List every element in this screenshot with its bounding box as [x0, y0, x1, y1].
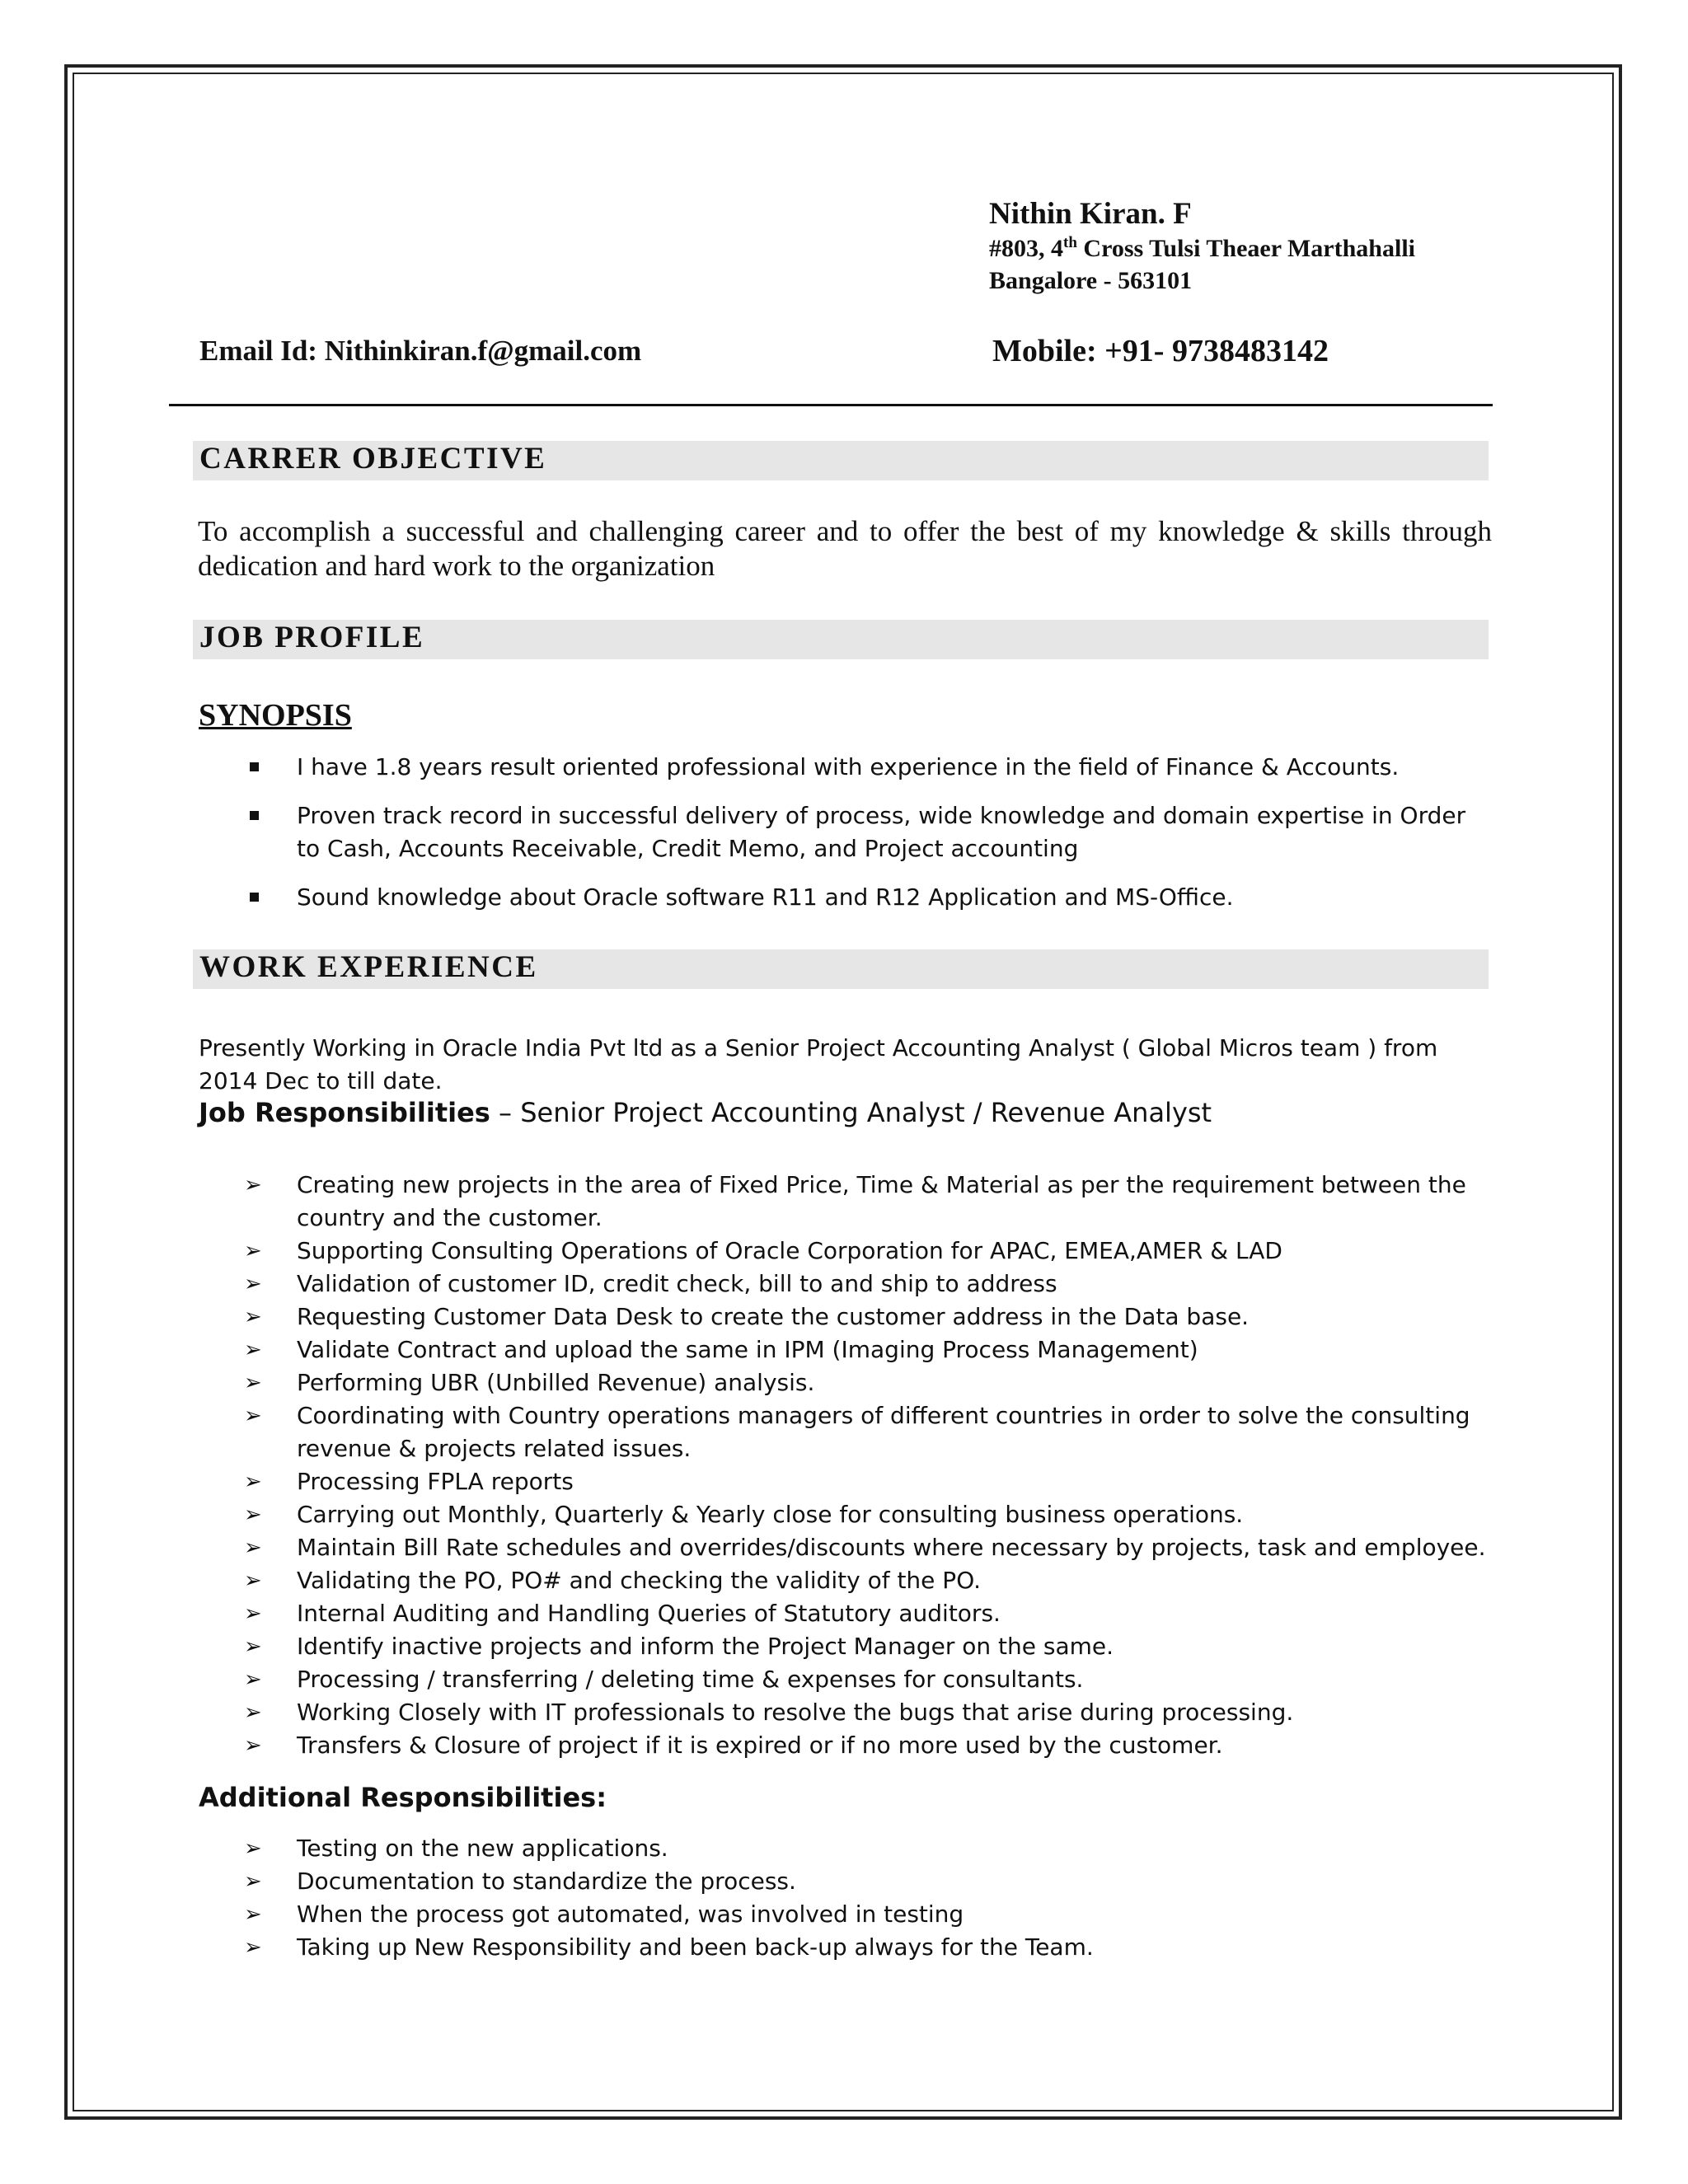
- list-item: [0, 799, 1688, 865]
- list-item-text: Working Closely with IT professionals to resolve the bugs that arise during processing.: [297, 1699, 1294, 1726]
- address-suffix: Cross Tulsi Theaer Marthahalli: [1076, 235, 1415, 262]
- email-line: Email Id: Nithinkiran.f@gmail.com: [199, 335, 642, 367]
- objective-heading: CARRER OBJECTIVE: [199, 442, 547, 476]
- address-line-1: [989, 234, 1415, 263]
- list-item: [0, 1399, 1688, 1465]
- arrowhead-bullet-icon: ➢: [244, 1634, 262, 1659]
- list-item: [0, 1865, 1688, 1898]
- arrowhead-bullet-icon: ➢: [244, 1173, 262, 1197]
- arrowhead-bullet-icon: ➢: [244, 1404, 262, 1428]
- list-item: [0, 1531, 1688, 1564]
- list-item: [0, 1366, 1688, 1399]
- list-item-text: Identify inactive projects and inform the Project Manager on the same.: [297, 1633, 1114, 1660]
- arrowhead-bullet-icon: ➢: [244, 1733, 262, 1758]
- header-divider: [169, 404, 1493, 406]
- list-item: [0, 1301, 1688, 1333]
- list-item: [0, 1465, 1688, 1498]
- address-prefix: #803, 4: [989, 235, 1063, 262]
- list-item: [0, 1663, 1688, 1696]
- list-item: [0, 1564, 1688, 1597]
- list-item-text: Coordinating with Country operations managers of different countries in order to solve the consulting revenue & projects related issues.: [297, 1402, 1470, 1462]
- current-position-text: Presently Working in Oracle India Pvt ltd as a Senior Project Accounting Analyst ( Global Micros team ) from 2014 Dec to till date.: [199, 1034, 1438, 1094]
- list-item: [0, 1235, 1688, 1268]
- job-responsibilities-role: – Senior Project Accounting Analyst / Revenue Analyst: [490, 1097, 1212, 1128]
- arrowhead-bullet-icon: ➢: [244, 1371, 262, 1395]
- list-item: [0, 1898, 1688, 1931]
- arrowhead-bullet-icon: ➢: [244, 1239, 262, 1263]
- responsibilities-list: [0, 1169, 1688, 1762]
- arrowhead-bullet-icon: ➢: [244, 1902, 262, 1927]
- list-item: [0, 1931, 1688, 1964]
- list-item-text: Validating the PO, PO# and checking the validity of the PO.: [297, 1567, 981, 1594]
- arrowhead-bullet-icon: ➢: [244, 1836, 262, 1861]
- list-item-text: Supporting Consulting Operations of Oracle Corporation for APAC, EMEA,AMER & LAD: [297, 1237, 1282, 1264]
- list-item: [0, 1696, 1688, 1729]
- work-experience-heading: WORK EXPERIENCE: [199, 950, 538, 984]
- list-item-text: Testing on the new applications.: [297, 1835, 668, 1862]
- list-item: [0, 1498, 1688, 1531]
- list-item-text: Validation of customer ID, credit check, bill to and ship to address: [297, 1270, 1057, 1297]
- list-item: [0, 1597, 1688, 1630]
- list-item-text: Processing FPLA reports: [297, 1468, 574, 1495]
- arrowhead-bullet-icon: ➢: [244, 1601, 262, 1626]
- square-bullet-icon: [250, 811, 259, 820]
- list-item: [0, 1333, 1688, 1366]
- list-item-text: Documentation to standardize the process.: [297, 1868, 796, 1895]
- arrowhead-bullet-icon: ➢: [244, 1700, 262, 1725]
- arrowhead-bullet-icon: ➢: [244, 1338, 262, 1362]
- list-item: [0, 1268, 1688, 1301]
- list-item: [0, 1169, 1688, 1235]
- list-item-text: Creating new projects in the area of Fixed Price, Time & Material as per the requirement between the country and the customer.: [297, 1171, 1466, 1231]
- list-item-text: Performing UBR (Unbilled Revenue) analysis.: [297, 1369, 815, 1396]
- list-item-text: Sound knowledge about Oracle software R11 and R12 Application and MS-Office.: [297, 883, 1234, 911]
- candidate-name: Nithin Kiran. F: [989, 197, 1192, 231]
- job-responsibilities-heading: [199, 1097, 1212, 1128]
- arrowhead-bullet-icon: ➢: [244, 1869, 262, 1894]
- list-item-text: When the process got automated, was involved in testing: [297, 1900, 964, 1928]
- arrowhead-bullet-icon: ➢: [244, 1305, 262, 1329]
- additional-responsibilities-list: [0, 1832, 1688, 1964]
- synopsis-heading: SYNOPSIS: [199, 698, 352, 733]
- additional-responsibilities-heading: Additional Responsibilities:: [199, 1782, 607, 1813]
- list-item-text: Internal Auditing and Handling Queries of Statutory auditors.: [297, 1600, 1001, 1627]
- list-item-text: Taking up New Responsibility and been back-up always for the Team.: [297, 1933, 1094, 1961]
- arrowhead-bullet-icon: ➢: [244, 1272, 262, 1296]
- list-item-text: Maintain Bill Rate schedules and overrides/discounts where necessary by projects, task and employee.: [297, 1534, 1486, 1561]
- list-item-text: Proven track record in successful delivery of process, wide knowledge and domain expertise in Order to Cash, Accounts Receivable, Credit Memo, and Project accounting: [297, 802, 1466, 862]
- list-item-text: Processing / transferring / deleting time & expenses for consultants.: [297, 1666, 1084, 1693]
- list-item-text: Transfers & Closure of project if it is expired or if no more used by the customer.: [297, 1732, 1223, 1759]
- list-item-text: I have 1.8 years result oriented professional with experience in the field of Finance & Accounts.: [297, 753, 1400, 780]
- list-item: [0, 751, 1688, 784]
- job-profile-heading: JOB PROFILE: [199, 621, 425, 654]
- arrowhead-bullet-icon: ➢: [244, 1667, 262, 1692]
- arrowhead-bullet-icon: ➢: [244, 1469, 262, 1494]
- arrowhead-bullet-icon: ➢: [244, 1535, 262, 1560]
- objective-text: To accomplish a successful and challenging career and to offer the best of my knowledge & skills through dedication and hard work to the organization: [198, 515, 1492, 582]
- address-ordinal: th: [1063, 234, 1077, 251]
- list-item: [0, 1729, 1688, 1762]
- list-item-text: Requesting Customer Data Desk to create the customer address in the Data base.: [297, 1303, 1250, 1330]
- arrowhead-bullet-icon: ➢: [244, 1502, 262, 1527]
- address-line-2: Bangalore - 563101: [989, 267, 1193, 294]
- synopsis-list: [0, 751, 1688, 930]
- list-item: [0, 881, 1688, 914]
- list-item: [0, 1630, 1688, 1663]
- mobile-line: Mobile: +91- 9738483142: [992, 334, 1329, 368]
- square-bullet-icon: [250, 762, 259, 771]
- square-bullet-icon: [250, 893, 259, 902]
- list-item-text: Validate Contract and upload the same in IPM (Imaging Process Management): [297, 1336, 1198, 1363]
- arrowhead-bullet-icon: ➢: [244, 1935, 262, 1960]
- list-item: [0, 1832, 1688, 1865]
- job-responsibilities-label: Job Responsibilities: [199, 1097, 490, 1128]
- list-item-text: Carrying out Monthly, Quarterly & Yearly close for consulting business operations.: [297, 1501, 1244, 1528]
- arrowhead-bullet-icon: ➢: [244, 1568, 262, 1593]
